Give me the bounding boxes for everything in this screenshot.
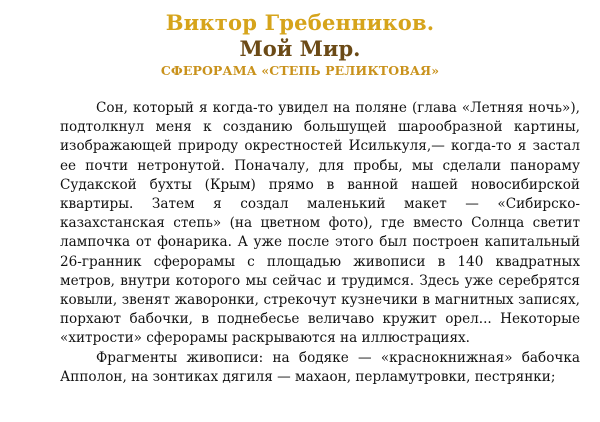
- author-name: Виктор Гребенников.: [165, 10, 435, 35]
- book-title: Мой Мир.: [239, 36, 361, 61]
- body-text: [60, 99, 580, 387]
- page-header: [0, 10, 600, 81]
- paragraph: Фрагменты живописи: на бодяке — «краснокнижная» бабочка Апполон, на зонтиках дягиля — махаон, перламутровки, пестрянки;: [60, 349, 580, 385]
- section-title: СФЕРОРАМА «СТЕПЬ РЕЛИКТОВАЯ»: [160, 63, 440, 78]
- paragraph: Сон, который я когда-то увидел на поляне (глава «Летняя ночь»), подтолкнул меня к созданию большущей шарообразной картины, изображающей природу окрестностей Исилькуля,— когда-то я застал ее почти нетронутой. Поначалу, для пробы, мы сделали панораму Судакской бухты (Крым) прямо в ванной нашей новосибирской квартиры. Затем я создал маленький макет — «Сибирско-казахстанская степь» (на цветном фото), где вместо Солнца светит лампочка от фонарика. А уже после этого был построен капитальный 26-гранник сферорамы с площадью живописи в 140 квадратных метров, внутри которого мы сейчас и трудимся. Здесь уже серебрятся ковыли, звенят жаворонки, стрекочут кузнечики в магнитных записях, порхают бабочки, в поднебесье величаво кружит орел... Некоторые «хитрости» сферорамы раскрываются на иллюстрациях.: [60, 100, 580, 347]
